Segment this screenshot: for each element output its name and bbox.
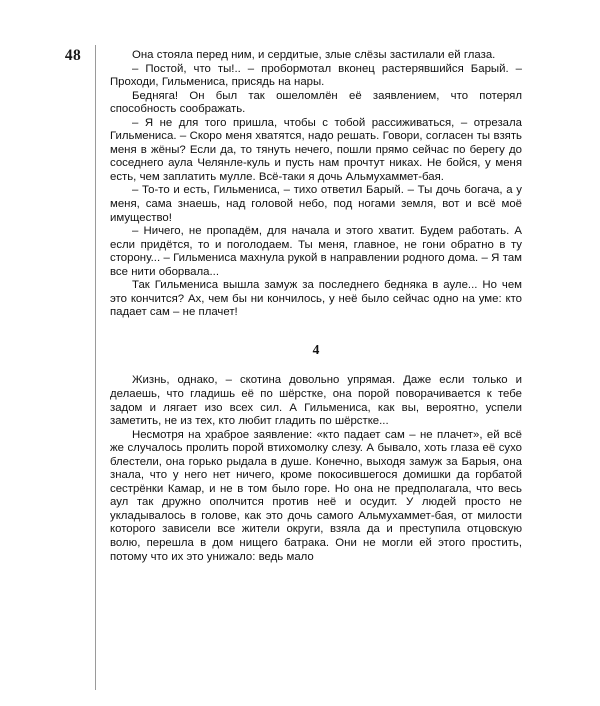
paragraph: Жизнь, однако, – скотина довольно упрямая. Даже если только и делаешь, что гладишь её по шёрстке, она порой поворачивается к тебе задом и лягает изо всех сил. А Гильмениса, как вы, вероятно, успели заметить, не из тех, кто любит гладить по шёрстке... xyxy=(110,374,522,428)
paragraph: – Ничего, не пропадём, для начала и этого хватит. Будем работать. А если придётся, то и поголодаем. Ты меня, главное, не гони обратно в ту сторону... – Гильмениса махнула рукой в направлении родного дома. – Я там все нити оборвала... xyxy=(110,225,522,278)
text-column xyxy=(110,49,522,564)
page-number: 48 xyxy=(64,47,82,64)
paragraph: Несмотря на храброе заявление: «кто падает сам – не плачет», ей всё же случалось пролить порой втихомолку слезу. А бывало, хоть глаза её сухо блестели, она горько рыдала в душе. Конечно, выходя замуж за Барыя, она знала, что у него нет ничего, кроме покосившегося домишки да горбатой сестрёнки Камар, и не в том было горе. Но она не предполагала, что весь аул так дружно ополчится против неё и осудит. У людей просто не укладывалось в голове, как это дочь самого Альмухаммет-бая, от милости которого зависели все жители округи, взяла да и преступила отцовскую волю, перешла в дом нищего батрака. Они не могли ей этого простить, потому что их это унижало: ведь мало xyxy=(110,428,522,563)
margin-rule-divider xyxy=(95,45,96,690)
paragraph: Бедняга! Он был так ошеломлён её заявлением, что потерял способность соображать. xyxy=(110,89,522,116)
section-number-heading: 4 xyxy=(312,341,320,357)
paragraph: Она стояла перед ним, и сердитые, злые слёзы застилали ей глаза. xyxy=(132,49,496,61)
paragraph: Так Гильмениса вышла замуж за последнего бедняка в ауле... Но чем это кончится? Ах, чем бы ни кончилось, у неё было сейчас одно на уме: кто падает сам – не плачет! xyxy=(110,279,522,319)
section-spacer-bottom xyxy=(110,356,522,374)
paragraph: – То-то и есть, Гильмениса, – тихо ответил Барый. – Ты дочь богача, а у меня, сама знаешь, над головой небо, под ногами земля, вот и всё моё имущество! xyxy=(110,184,522,224)
paragraph: – Постой, что ты!.. – пробормотал вконец растерявшийся Барый. – Проходи, Гильмениса, присядь на нары. xyxy=(110,62,522,89)
paragraph: – Я не для того пришла, чтобы с тобой рассиживаться, – отрезала Гильмениса. – Скоро меня хватятся, надо решать. Говори, согласен ты взять меня в жёны? Если да, то тянуть нечего, пошли прямо сейчас по берегу до соседнего аула Челянле-куль и пусть нам прочтут никах. Не бойся, у меня есть, чем заплатить мулле. Всё-таки я дочь Альмухаммет-бая. xyxy=(110,116,522,183)
section-spacer-top xyxy=(110,320,522,343)
